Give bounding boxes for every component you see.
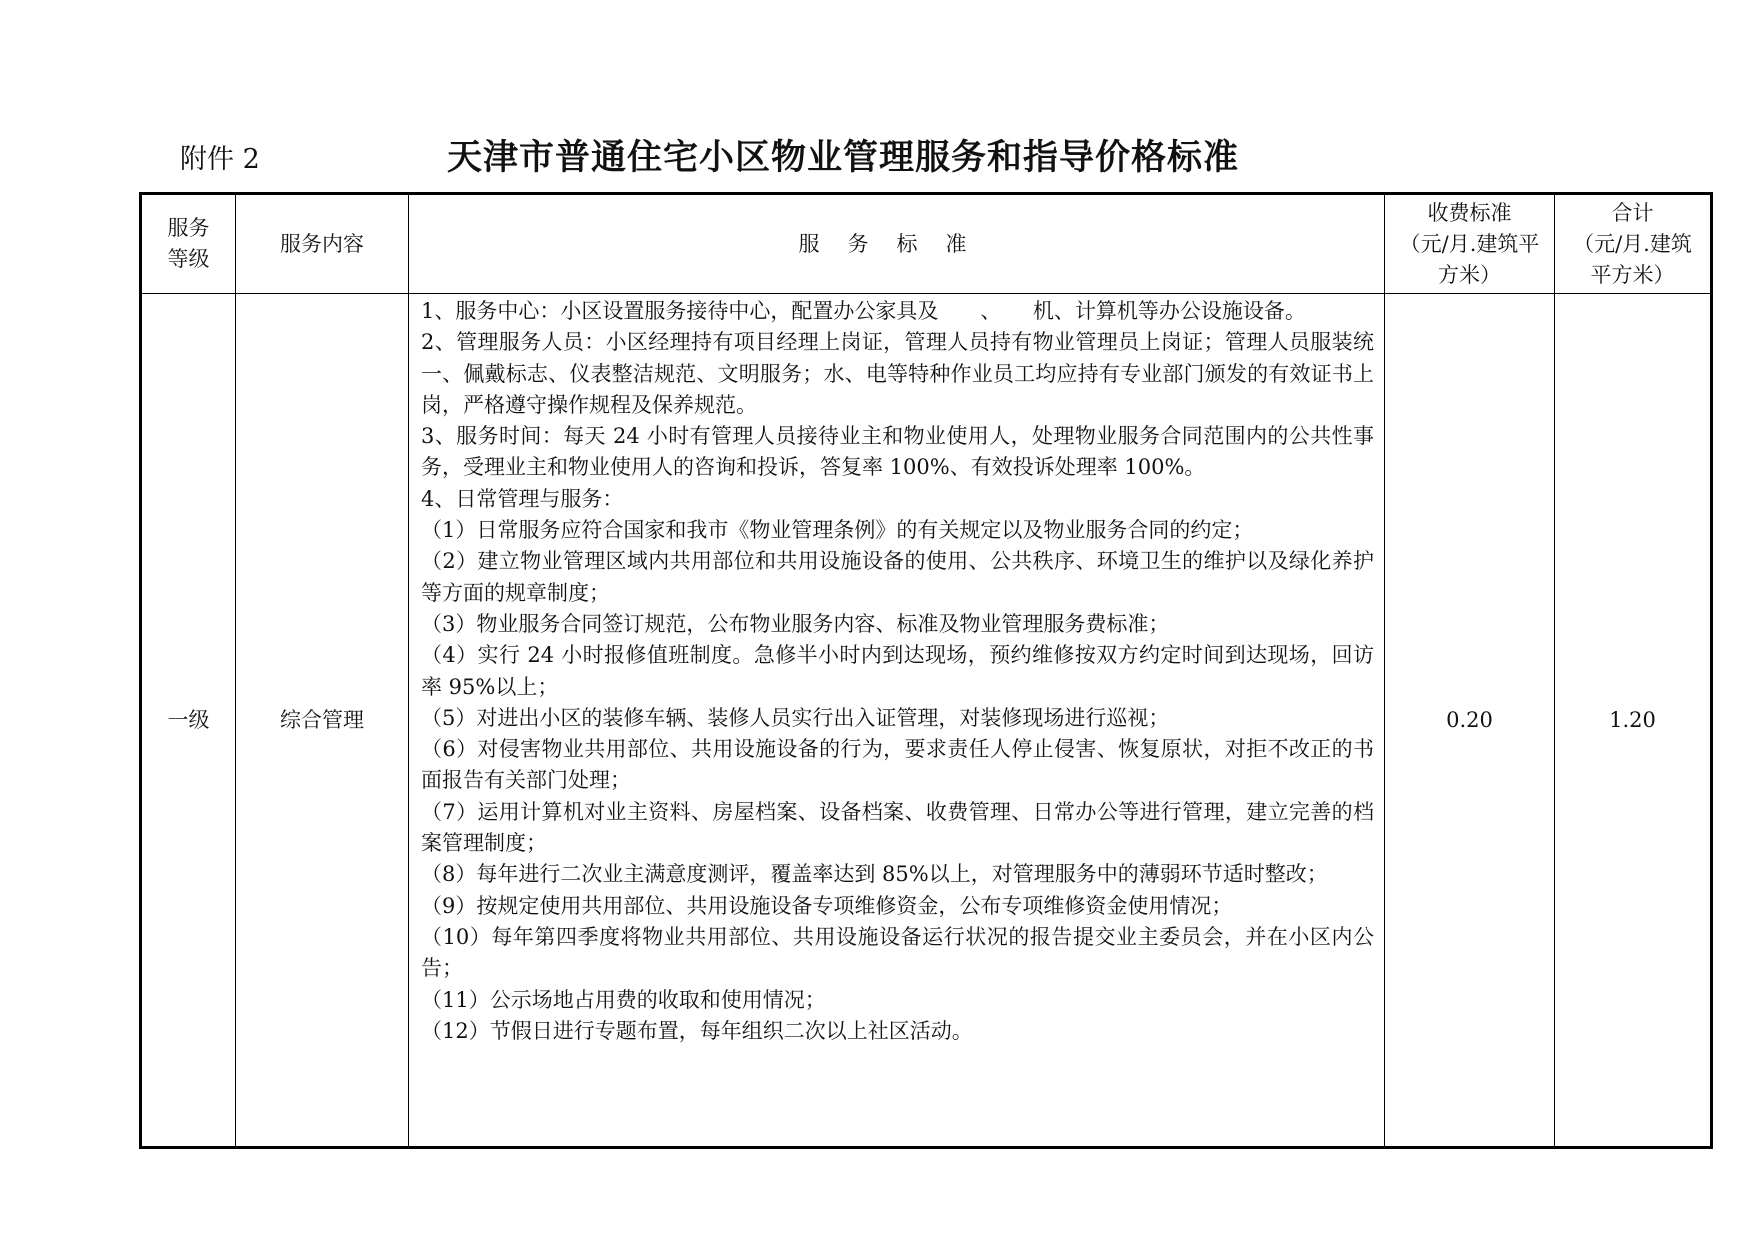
standard-item: 2、管理服务人员：小区经理持有项目经理上岗证，管理人员持有物业管理员上岗证；管理人员服装统一、佩戴标志、仪表整洁规范、文明服务；水、电等特种作业员工均应持有专业部门颁发的有效证书上岗，严格遵守操作规程及保养规范。 bbox=[421, 330, 1374, 417]
header-total: 合计 （元/月.建筑 平方米） bbox=[1555, 194, 1712, 294]
cell-content: 综合管理 bbox=[236, 294, 409, 1148]
standard-item: （8）每年进行二次业主满意度测评，覆盖率达到 85%以上，对管理服务中的薄弱环节适时整改； bbox=[421, 862, 1328, 887]
standard-item: （7）运用计算机对业主资料、房屋档案、设备档案、收费管理、日常办公等进行管理，建立完善的档案管理制度； bbox=[421, 799, 1374, 856]
cell-total: 1.20 bbox=[1555, 294, 1712, 1148]
standard-item: 4、日常管理与服务： bbox=[421, 486, 624, 511]
standard-item: （2）建立物业管理区域内共用部位和共用设施设备的使用、公共秩序、环境卫生的维护以及绿化养护等方面的规章制度； bbox=[421, 549, 1374, 605]
attachment-label: 附件 2 bbox=[180, 144, 260, 175]
standard-item: （4）实行 24 小时报修值班制度。急修半小时内到达现场，预约维修按双方约定时间到达现场，回访率 95%以上； bbox=[421, 643, 1374, 699]
price-standard-table bbox=[139, 192, 1713, 1149]
standard-item: （6）对侵害物业共用部位、共用设施设备的行为，要求责任人停止侵害、恢复原状，对拒不改正的书面报告有关部门处理； bbox=[421, 737, 1374, 793]
standard-item: 3、服务时间：每天 24 小时有管理人员接待业主和物业使用人，处理物业服务合同范围内的公共性事务，受理业主和物业使用人的咨询和投诉，答复率 100%、有效投诉处理率 100%。 bbox=[421, 424, 1374, 480]
header-fee-standard: 收费标准 （元/月.建筑平 方米） bbox=[1385, 194, 1555, 294]
header-service-content: 服务内容 bbox=[236, 194, 409, 294]
cell-level: 一级 bbox=[141, 294, 236, 1148]
header-service-standard: 服务标准 bbox=[409, 194, 1385, 294]
standard-item: （12）节假日进行专题布置，每年组织二次以上社区活动。 bbox=[421, 1018, 973, 1043]
cell-standards bbox=[409, 294, 1385, 1148]
standard-item: （1）日常服务应符合国家和我市《物业管理条例》的有关规定以及物业服务合同的约定； bbox=[421, 518, 1254, 543]
table-row bbox=[141, 294, 1712, 1148]
standard-item: （3）物业服务合同签订规范，公布物业服务内容、标准及物业管理服务费标准； bbox=[421, 611, 1170, 636]
standard-item: （10）每年第四季度将物业共用部位、共用设施设备运行状况的报告提交业主委员会，并在小区内公告； bbox=[421, 924, 1374, 981]
table-header-row bbox=[141, 194, 1712, 294]
document-title: 天津市普通住宅小区物业管理服务和指导价格标准 bbox=[447, 138, 1240, 178]
standard-item: 1、服务中心：小区设置服务接待中心，配置办公家具及 、 机、计算机等办公设施设备。 bbox=[421, 299, 1306, 323]
standard-item: （11）公示场地占用费的收取和使用情况； bbox=[421, 987, 826, 1012]
header-service-level: 服务 等级 bbox=[141, 194, 236, 294]
standard-item: （9）按规定使用共用部位、共用设施设备专项维修资金，公布专项维修资金使用情况； bbox=[421, 893, 1233, 918]
cell-fee: 0.20 bbox=[1385, 294, 1555, 1148]
standard-item: （5）对进出小区的装修车辆、装修人员实行出入证管理，对装修现场进行巡视； bbox=[421, 705, 1170, 730]
